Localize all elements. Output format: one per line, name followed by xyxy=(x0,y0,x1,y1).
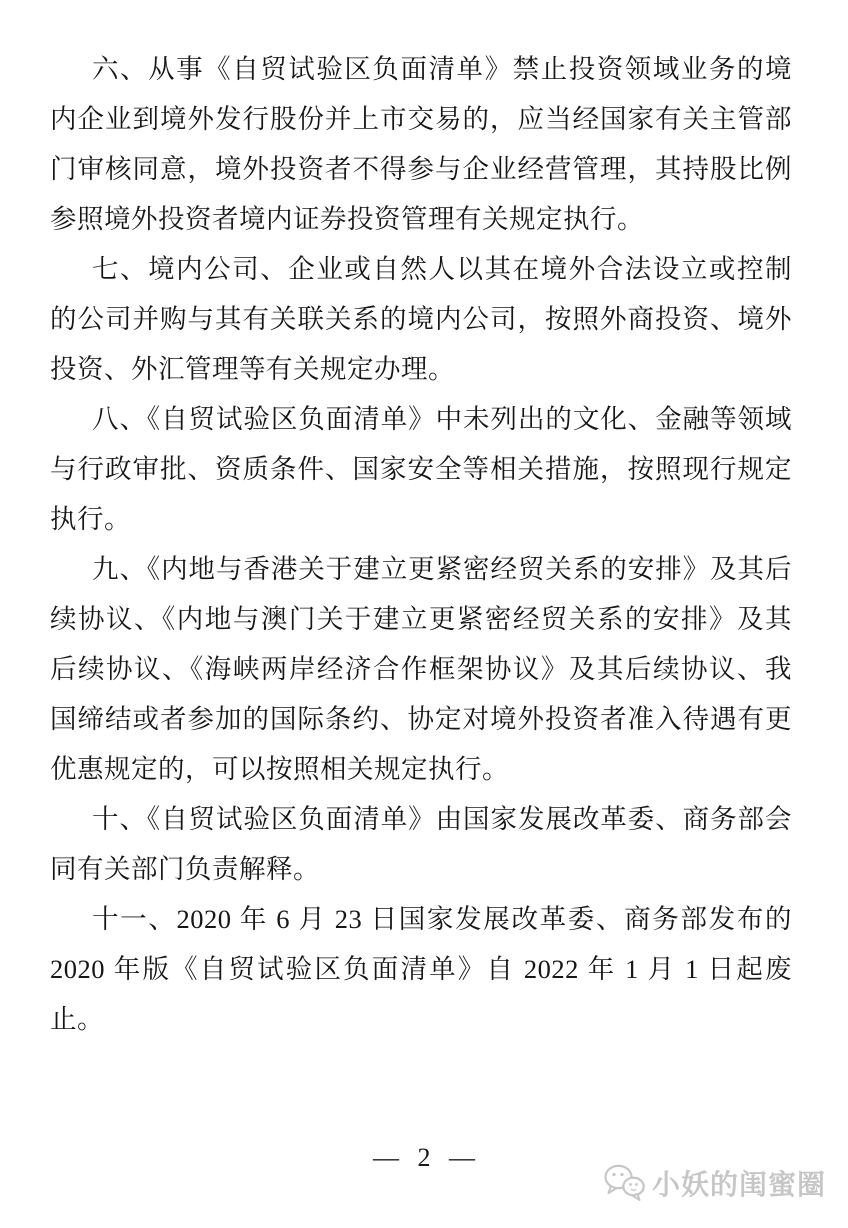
document-body xyxy=(50,44,792,1044)
paragraph-item-11: 十一、2020 年 6 月 23 日国家发展改革委、商务部发布的 2020 年版《自贸试验区负面清单》自 2022 年 1 月 1 日起废止。 xyxy=(50,904,792,1034)
paragraph-item-9: 九、《内地与香港关于建立更紧密经贸关系的安排》及其后续协议、《内地与澳门关于建立更紧密经贸关系的安排》及其后续协议、《海峡两岸经济合作框架协议》及其后续协议、我国缔结或者参加的国际条约、协定对境外投资者准入待遇有更优惠规定的，可以按照相关规定执行。 xyxy=(50,554,792,784)
paragraph-item-10: 十、《自贸试验区负面清单》由国家发展改革委、商务部会同有关部门负责解释。 xyxy=(50,804,792,884)
paragraph-item-7: 七、境内公司、企业或自然人以其在境外合法设立或控制的公司并购与其有关联关系的境内公司，按照外商投资、境外投资、外汇管理等有关规定办理。 xyxy=(50,254,792,384)
page-number: — 2 — xyxy=(373,1143,475,1172)
wechat-icon xyxy=(603,1163,645,1203)
paragraph-item-8: 八、《自贸试验区负面清单》中未列出的文化、金融等领域与行政审批、资质条件、国家安全等相关措施，按照现行规定执行。 xyxy=(50,404,792,534)
paragraph-item-6: 六、从事《自贸试验区负面清单》禁止投资领域业务的境内企业到境外发行股份并上市交易的，应当经国家有关主管部门审核同意，境外投资者不得参与企业经营管理，其持股比例参照境外投资者境内证券投资管理有关规定执行。 xyxy=(50,54,792,234)
watermark-text: 小妖的闺蜜圈 xyxy=(651,1169,826,1200)
watermark xyxy=(603,1163,826,1203)
